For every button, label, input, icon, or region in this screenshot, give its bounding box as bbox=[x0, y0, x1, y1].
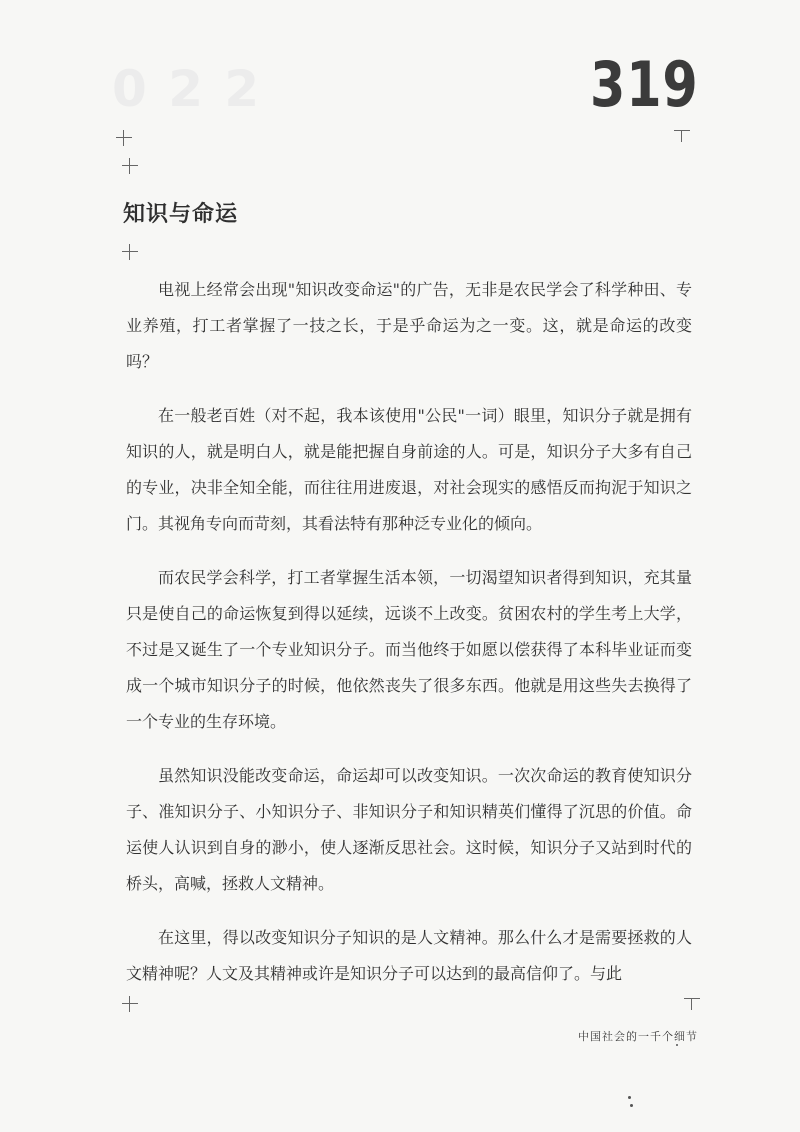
running-footer-book-title: 中国社会的一千个细节 bbox=[578, 1030, 698, 1043]
page-number: 319 bbox=[590, 48, 699, 121]
article-title: 知识与命运 bbox=[123, 202, 239, 227]
bleed-through-page-number: 0 2 2 bbox=[112, 60, 262, 118]
scan-speck bbox=[676, 1044, 678, 1046]
crop-mark-top-right bbox=[674, 128, 690, 144]
scan-speck bbox=[628, 1096, 631, 1099]
paragraph: 虽然知识没能改变命运，命运却可以改变知识。一次次命运的教育使知识分子、准知识分子、小知识分子、非知识分子和知识精英们懂得了沉思的价值。命运使人认识到自身的渺小，使人逐渐反思社会。这时候，知识分子又站到时代的桥头，高喊，拯救人文精神。 bbox=[126, 766, 692, 893]
crop-mark-top-left bbox=[116, 130, 132, 146]
crop-mark-title bbox=[122, 244, 138, 260]
paragraph: 在一般老百姓（对不起，我本该使用"公民"一词）眼里，知识分子就是拥有知识的人，就是明白人，就是能把握自身前途的人。可是，知识分子大多有自己的专业，决非全知全能，而往往用进废退，对社会现实的感悟反而拘泥于知识之门。其视角专向而苛刻，其看法特有那种泛专业化的倾向。 bbox=[126, 406, 692, 533]
article-body bbox=[126, 272, 692, 1010]
paragraph: 在这里，得以改变知识分子知识的是人文精神。那么什么才是需要拯救的人文精神呢？人文及其精神或许是知识分子可以达到的最高信仰了。与此 bbox=[126, 928, 692, 983]
scan-speck bbox=[630, 1104, 633, 1107]
paragraph: 电视上经常会出现"知识改变命运"的广告，无非是农民学会了科学种田、专业养殖，打工者掌握了一技之长，于是乎命运为之一变。这，就是命运的改变吗？ bbox=[126, 280, 692, 371]
crop-mark-bottom-left bbox=[122, 996, 138, 1012]
crop-mark-bottom-right bbox=[684, 996, 700, 1012]
paragraph: 而农民学会科学，打工者掌握生活本领，一切渴望知识者得到知识，充其量只是使自己的命运恢复到得以延续，远谈不上改变。贫困农村的学生考上大学，不过是又诞生了一个专业知识分子。而当他终于如愿以偿获得了本科毕业证而变成一个城市知识分子的时候，他依然丧失了很多东西。他就是用这些失去换得了一个专业的生存环境。 bbox=[126, 568, 692, 731]
crop-mark-top-left-inner bbox=[122, 158, 138, 174]
